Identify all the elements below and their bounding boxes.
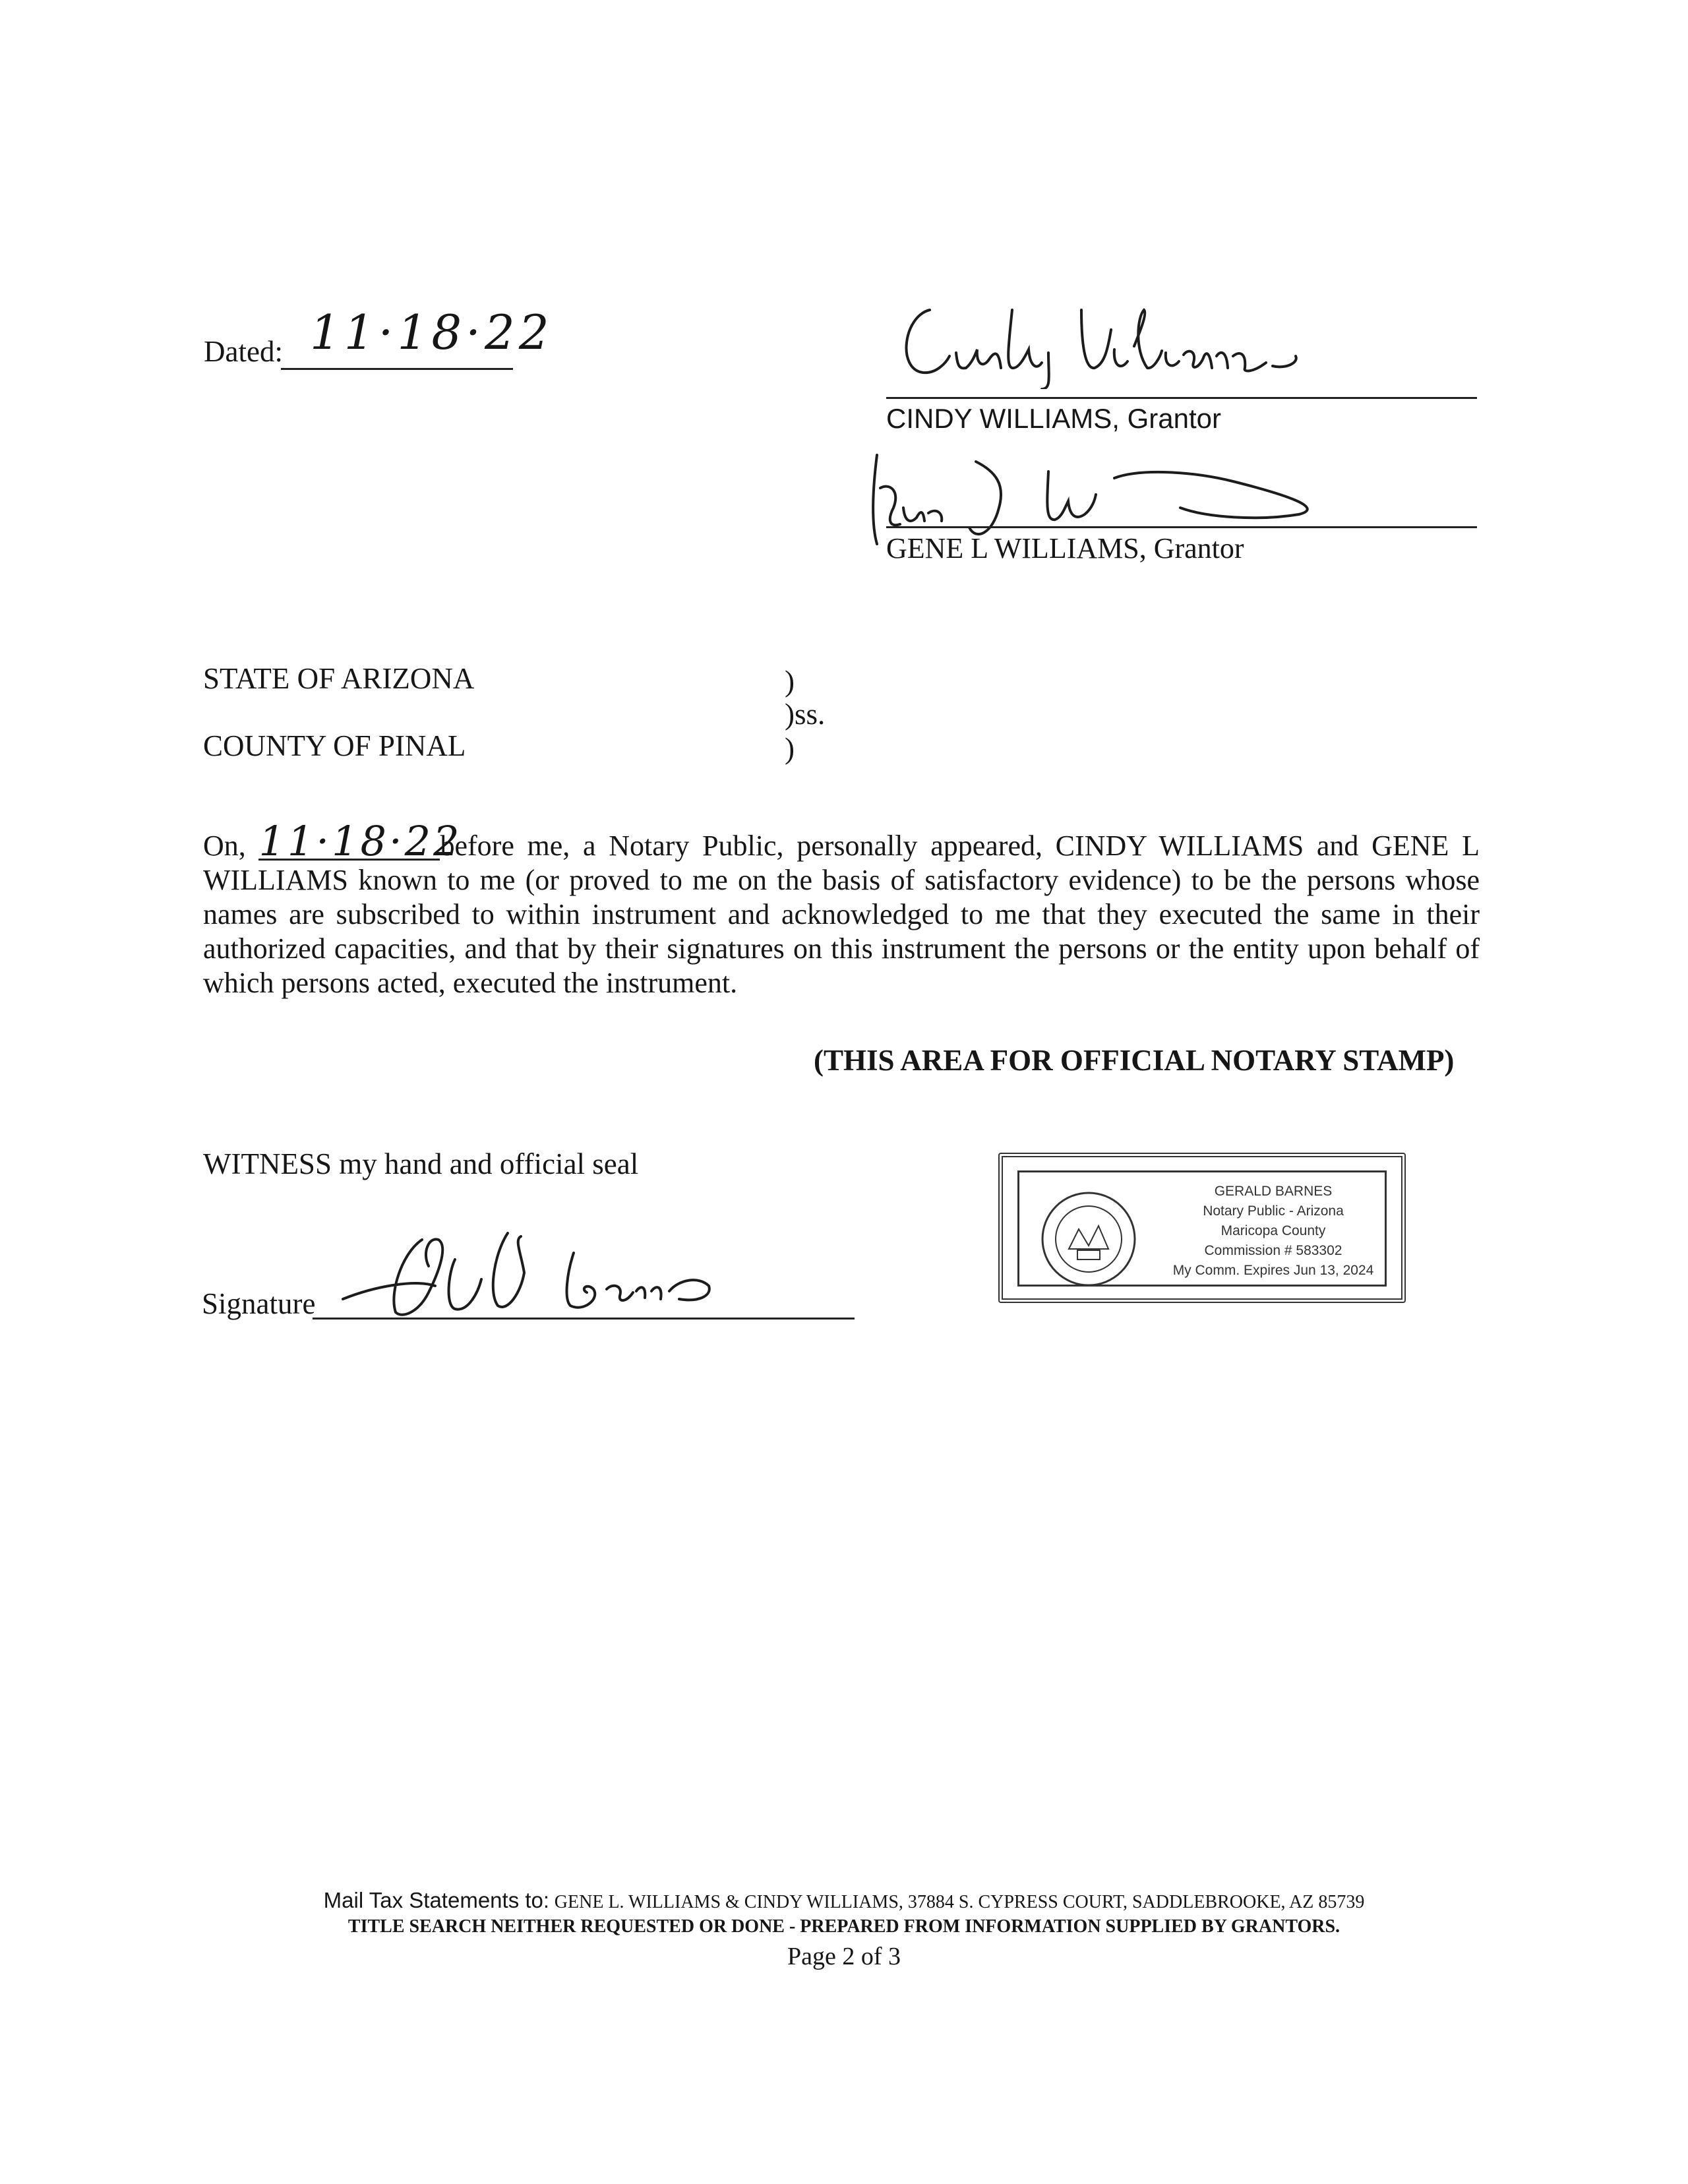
grantor1-signature: [884, 290, 1358, 389]
state-seal-icon: [1039, 1190, 1138, 1289]
dated-value: 11·18·22: [310, 305, 553, 360]
footer-mail-label: Mail Tax Statements to:: [323, 1888, 550, 1912]
grantor1-line: [886, 397, 1477, 399]
stamp-notary-title: Notary Public - Arizona: [1203, 1203, 1344, 1219]
venue-paren-top: ): [785, 665, 795, 698]
page-number: Page 2 of 3: [787, 1943, 901, 1970]
stamp-commission: Commission # 583302: [1204, 1243, 1342, 1258]
footer-mail-line: [0, 1887, 1688, 1916]
grantor2-signature: [864, 435, 1352, 547]
notary-stamp: [998, 1153, 1406, 1303]
witness-text: WITNESS my hand and official seal: [203, 1147, 639, 1180]
on-label: On,: [203, 830, 246, 862]
grantor2-line: [886, 526, 1477, 528]
venue-ss: )ss.: [785, 698, 826, 731]
county-label: COUNTY OF PINAL: [203, 729, 466, 762]
footer-mail-address: GENE L. WILLIAMS & CINDY WILLIAMS, 37884 S. CYPRESS COURT, SADDLEBROOKE, AZ 85739: [554, 1892, 1365, 1912]
stamp-notary-name: GERALD BARNES: [1214, 1184, 1333, 1199]
venue-paren-bottom: ): [785, 732, 795, 765]
stamp-county: Maricopa County: [1221, 1223, 1326, 1238]
grantor1-name: CINDY WILLIAMS, Grantor: [886, 403, 1222, 434]
notary-stamp-border: [1017, 1170, 1387, 1287]
dated-label: Dated:: [204, 335, 283, 368]
acknowledgment-date: 11·18·22: [258, 817, 462, 865]
stamp-area-label: (THIS AREA FOR OFFICIAL NOTARY STAMP): [814, 1044, 1455, 1077]
stamp-expires: My Comm. Expires Jun 13, 2024: [1172, 1263, 1374, 1278]
state-label: STATE OF ARIZONA: [203, 662, 475, 695]
notary-stamp-text: [1145, 1182, 1402, 1281]
acknowledgment-paragraph: [203, 817, 1480, 1000]
signature-label: Signature: [202, 1287, 316, 1320]
grantor2-name: GENE L WILLIAMS, Grantor: [886, 532, 1244, 564]
notary-signature: [323, 1213, 798, 1325]
acknowledgment-body: before me, a Notary Public, personally appeared, CINDY WILLIAMS and GENE L WILLIAMS known to me (or proved to me on the basis of satisfactory evidence) to be the persons whose names are subscribed to within instrument and acknowledged to me that they executed the same in their authorized capacities, and that by their signatures on this instrument the persons or the entity upon behalf of which persons acted, executed the instrument.: [203, 830, 1480, 999]
footer-title-search: TITLE SEARCH NEITHER REQUESTED OR DONE - PREPARED FROM INFORMATION SUPPLIED BY GRANTORS.: [347, 1916, 1341, 1937]
dated-line: [281, 368, 513, 370]
